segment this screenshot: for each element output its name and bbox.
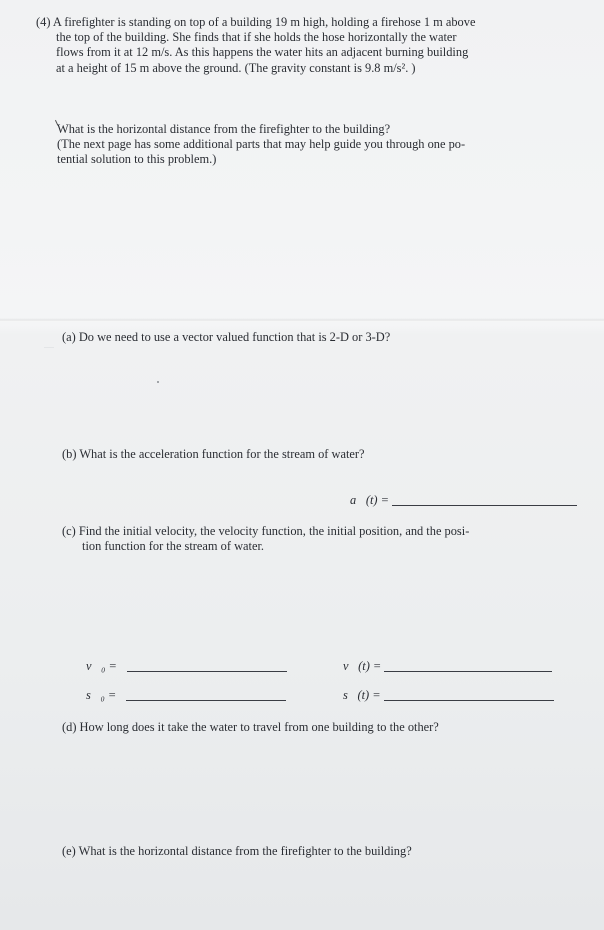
velocity-function-blank[interactable] (384, 670, 552, 672)
velocity-function-answer[interactable] (343, 659, 552, 674)
paper-fold (0, 318, 604, 322)
pencil-dot (157, 381, 159, 383)
position-function-blank[interactable] (384, 699, 554, 701)
main-question (57, 122, 537, 168)
acceleration-answer[interactable] (350, 493, 577, 508)
problem-line-4: at a height of 15 m above the ground. (The gravity constant is 9.8 m/s². ) (56, 60, 416, 75)
problem-line-3: flows from it at 12 m/s. As this happens the water hits an adjacent burning building (56, 45, 469, 60)
part-c-line-2: tion function for the stream of water. (82, 539, 265, 554)
initial-velocity-blank[interactable] (127, 670, 287, 672)
acceleration-blank[interactable] (392, 504, 577, 506)
part-d: (d) How long does it take the water to travel from one building to the other? (62, 720, 439, 734)
question-line-2: (The next page has some additional parts that may help guide you through one po- (57, 137, 466, 152)
acceleration-label: a⃗(t) = (350, 493, 389, 507)
part-c (62, 524, 542, 554)
problem-statement (36, 15, 536, 76)
initial-velocity-answer[interactable] (86, 659, 287, 674)
part-a: (a) Do we need to use a vector valued function that is 2-D or 3-D? (62, 330, 391, 344)
question-line-3: tential solution to this problem.) (57, 152, 217, 167)
initial-position-answer[interactable] (86, 688, 286, 703)
question-line-1: What is the horizontal distance from the firefighter to the building? (57, 122, 391, 136)
part-c-line-1: (c) Find the initial velocity, the velocity function, the initial position, and the posi- (62, 524, 470, 538)
initial-position-blank[interactable] (126, 699, 286, 701)
velocity-function-label: v⃗(t) = (343, 659, 382, 673)
initial-velocity-label: v⃗₀ = (86, 659, 117, 673)
part-e: (e) What is the horizontal distance from the firefighter to the building? (62, 844, 412, 858)
part-b: (b) What is the acceleration function for the stream of water? (62, 447, 365, 461)
position-function-label: s⃗(t) = (343, 688, 381, 702)
position-function-answer[interactable] (343, 688, 554, 703)
initial-position-label: s⃗₀ = (86, 688, 117, 702)
problem-line-2: the top of the building. She finds that if she holds the hose horizontally the water (56, 30, 457, 45)
problem-line-1: (4) A firefighter is standing on top of a building 19 m high, holding a firehose 1 m above (36, 15, 476, 29)
faint-mark (44, 347, 54, 348)
